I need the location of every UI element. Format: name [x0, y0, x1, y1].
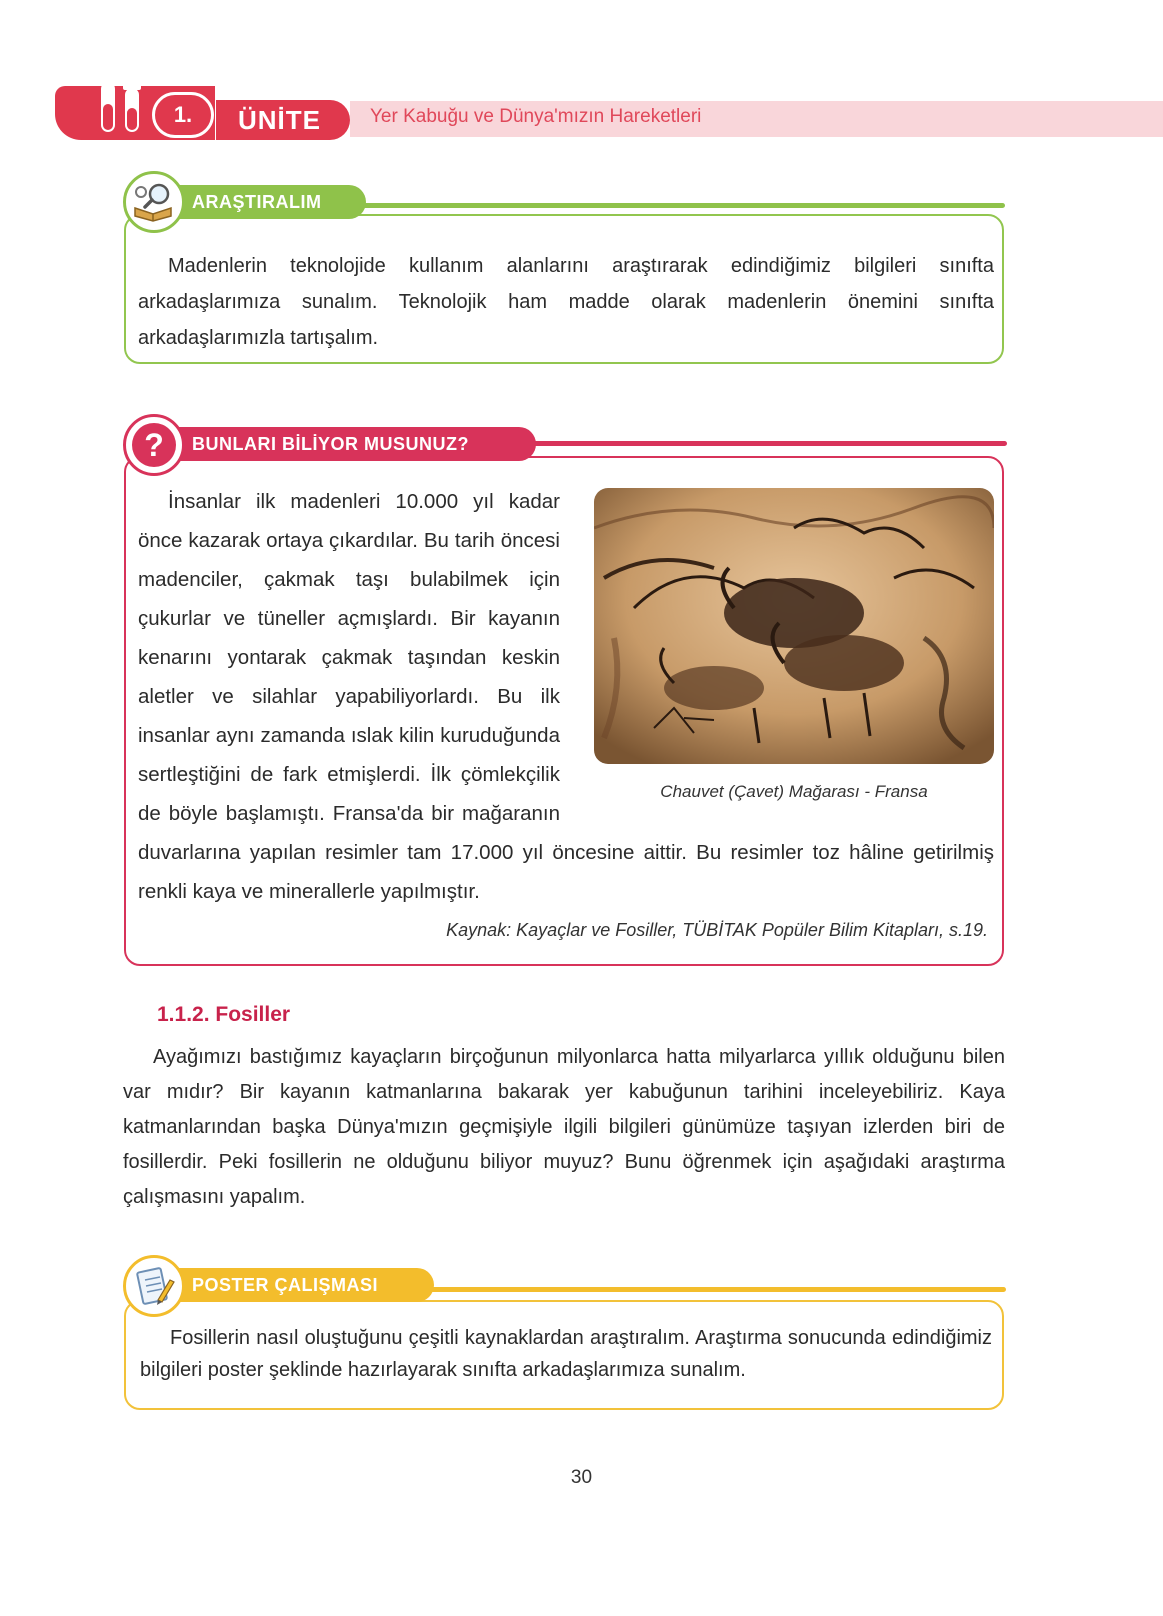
poster-tab: [176, 1268, 434, 1302]
bunlari-label: BUNLARI BİLİYOR MUSUNUZ?: [192, 433, 469, 454]
arastiralim-line: [360, 203, 1005, 208]
source-citation: Kaynak: Kayaçlar ve Fosiller, TÜBİTAK Popüler Bilim Kitapları, s.19.: [446, 920, 988, 940]
poster-text: Fosillerin nasıl oluştuğunu çeşitli kaynaklardan araştıralım. Araştırma sonucunda edindiğimiz bilgileri poster şeklinde hazırlayarak sınıfta arkadaşlarımıza sunalım.: [140, 1327, 992, 1381]
arastiralim-text: Madenlerin teknolojide kullanım alanlarını araştırarak edindiğimiz bilgileri sınıfta arkadaşlarımıza sunalım. Teknolojik ham madde olarak madenlerin önemini sınıfta arkadaşlarımızla tartışalım.: [138, 255, 994, 349]
unit-number: 1.: [152, 92, 214, 138]
poster-label: POSTER ÇALIŞMASI: [192, 1274, 379, 1295]
bunlari-text: İnsanlar ilk madenleri 10.000 yıl kadar önce kazarak ortaya çıkardılar. Bu tarih öncesi madenciler, çakmak taşı bulabilmek için çukurlar ve tüneller açmışlardı. Bir kayanın kenarını yontarak çakmak taşından keskin aletler ve silahlar yapabiliyorlardı. Bu ilk insanlar aynı zamanda ıslak kilin kuruduğunda sertleştiğini de fark etmişlerdi. İlk çömlekçilik de böyle başlamıştı. Fransa'da bir mağaranın duvarlarına yapılan resimler tam 17.000 yıl öncesine aittir. Bu resimler toz hâline getirilmiş renkli kaya ve minerallerle yapılmıştır.: [138, 490, 994, 903]
cave-painting-image: [594, 488, 994, 764]
page-number: 30: [570, 1467, 593, 1488]
question-badge: [123, 414, 185, 476]
cave-figure: [580, 488, 994, 822]
arastiralim-label: ARAŞTIRALIM: [192, 191, 322, 212]
magnifier-book-icon: [131, 182, 177, 222]
bunlari-tab: [176, 427, 536, 461]
section-body: Ayağımızı bastığımız kayaçların birçoğunun milyonlarca hatta milyarlarca yıllık olduğunu bilen var mıdır? Bir kayanın katmanlarına bakarak yer kabuğunun tarihini inceleyebiliriz. Kaya katmanlarından başka Dünya'mızın geçmişiyle ilgili bilgileri günümüze taşıyan izlerden biri de fosillerdir. Peki fosillerin ne olduğunu biliyor muyuz? Bunu öğrenmek için aşağıdaki araştırma çalışmasını yapalım.: [123, 1046, 1005, 1208]
image-caption: Chauvet (Çavet) Mağarası - Fransa: [660, 782, 928, 801]
clipboard-pencil-icon: [132, 1264, 176, 1308]
research-badge: [123, 171, 185, 233]
test-tubes-icon: [97, 74, 145, 136]
question-mark-icon: ?: [132, 423, 176, 467]
arastiralim-tab: [176, 185, 366, 219]
bunlari-line: [530, 441, 1007, 446]
unit-label: ÜNİTE: [216, 100, 350, 140]
poster-badge: [123, 1255, 185, 1317]
poster-line: [428, 1287, 1006, 1292]
section-title: 1.1.2. Fosiller: [157, 1003, 291, 1026]
poster-box: [124, 1300, 1004, 1410]
bunlari-biliyor-box: [124, 456, 1004, 966]
unit-title: Yer Kabuğu ve Dünya'mızın Hareketleri: [370, 106, 702, 127]
arastiralim-box: [124, 214, 1004, 364]
